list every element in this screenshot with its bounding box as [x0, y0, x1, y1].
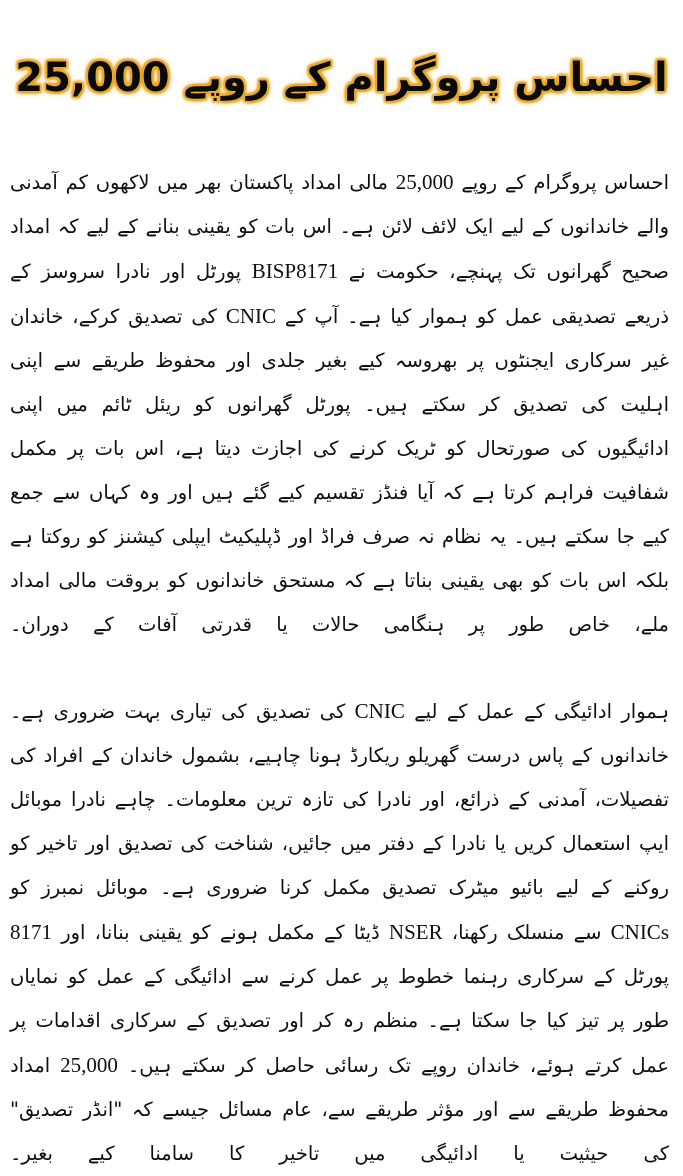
article-body [10, 160, 670, 1165]
headline-container [0, 18, 683, 138]
inline-term: 25,000 [395, 170, 454, 194]
inline-term: 25,000 [60, 1053, 118, 1077]
page-title: احساس پروگرام کے روپے 25,000 [15, 55, 668, 101]
inline-term: BISP8171 [251, 259, 339, 283]
paragraph-2: ہموار ادائیگی کے عمل کے لیے CNIC کی تصدیق کی تیاری بہت ضروری ہے۔ خاندانوں کے پاس درست گھریلو ریکارڈ ہونا چاہیے، بشمول خاندان کے افراد کی تفصیلات، آمدنی کے ذرائع، اور نادرا کی تازہ ترین معلومات۔ چاہے نادرا موبائل ایپ استعمال کریں یا نادرا کے دفتر میں جائیں، شناخت کی تصدیق اور تاخیر کو روکنے کے لیے بائیو میٹرک تصدیق مکمل کرنا ضروری ہے۔ موبائل نمبرز کو CNICs سے منسلک رکھنا، NSER ڈیٹا کے مکمل ہونے کو یقینی بنانا، اور 8171 پورٹل کے سرکاری رہنما خطوط پر عمل کرنے سے ادائیگی کے عمل کو نمایاں طور پر تیز کیا جا سکتا ہے۔ منظم رہ کر اور تصدیق کے سرکاری اقدامات پر عمل کرتے ہوئے، خاندان روپے تک رسائی حاصل کر سکتے ہیں۔ 25,000 امداد محفوظ طریقے سے اور مؤثر طریقے سے، عام مسائل جیسے کہ "انڈر تصدیق" کی حیثیت یا ادائیگی میں تاخیر کا سامنا کیے بغیر۔ [10, 699, 670, 1165]
inline-term: 8171 [10, 920, 52, 944]
inline-term: NSER [388, 920, 443, 944]
inline-term: CNIC [354, 699, 405, 723]
inline-term: CNIC [225, 304, 276, 328]
inline-term: CNICs [610, 920, 669, 944]
paragraph-1: احساس پروگرام کے روپے 25,000 مالی امداد پاکستان بھر میں لاکھوں کم آمدنی والے خاندانوں کے لیے ایک لائف لائن ہے۔ اس بات کو یقینی بنانے کے لیے کہ امداد صحیح گھرانوں تک پہنچے، حکومت نے BISP8171 پورٹل اور نادرا سروسز کے ذریعے تصدیقی عمل کو ہموار کیا ہے۔ آپ کے CNIC کی تصدیق کرکے، خاندان غیر سرکاری ایجنٹوں پر بھروسہ کیے بغیر جلدی اور محفوظ طریقے سے اپنی اہلیت کی تصدیق کر سکتے ہیں۔ پورٹل گھرانوں کو ریئل ٹائم میں اپنی ادائیگیوں کی صورتحال کو ٹریک کرنے کی اجازت دیتا ہے، اس بات پر مکمل شفافیت فراہم کرتا ہے کہ آیا فنڈز تقسیم کیے گئے ہیں اور وہ کہاں سے جمع کیے جا سکتے ہیں۔ یہ نظام نہ صرف فراڈ اور ڈپلیکیٹ ایپلی کیشنز کو روکتا ہے بلکہ اس بات کو بھی یقینی بناتا ہے کہ مستحق خاندانوں کو بروقت مالی امداد ملے، خاص طور پر ہنگامی حالات یا قدرتی آفات کے دوران۔ [10, 170, 669, 636]
